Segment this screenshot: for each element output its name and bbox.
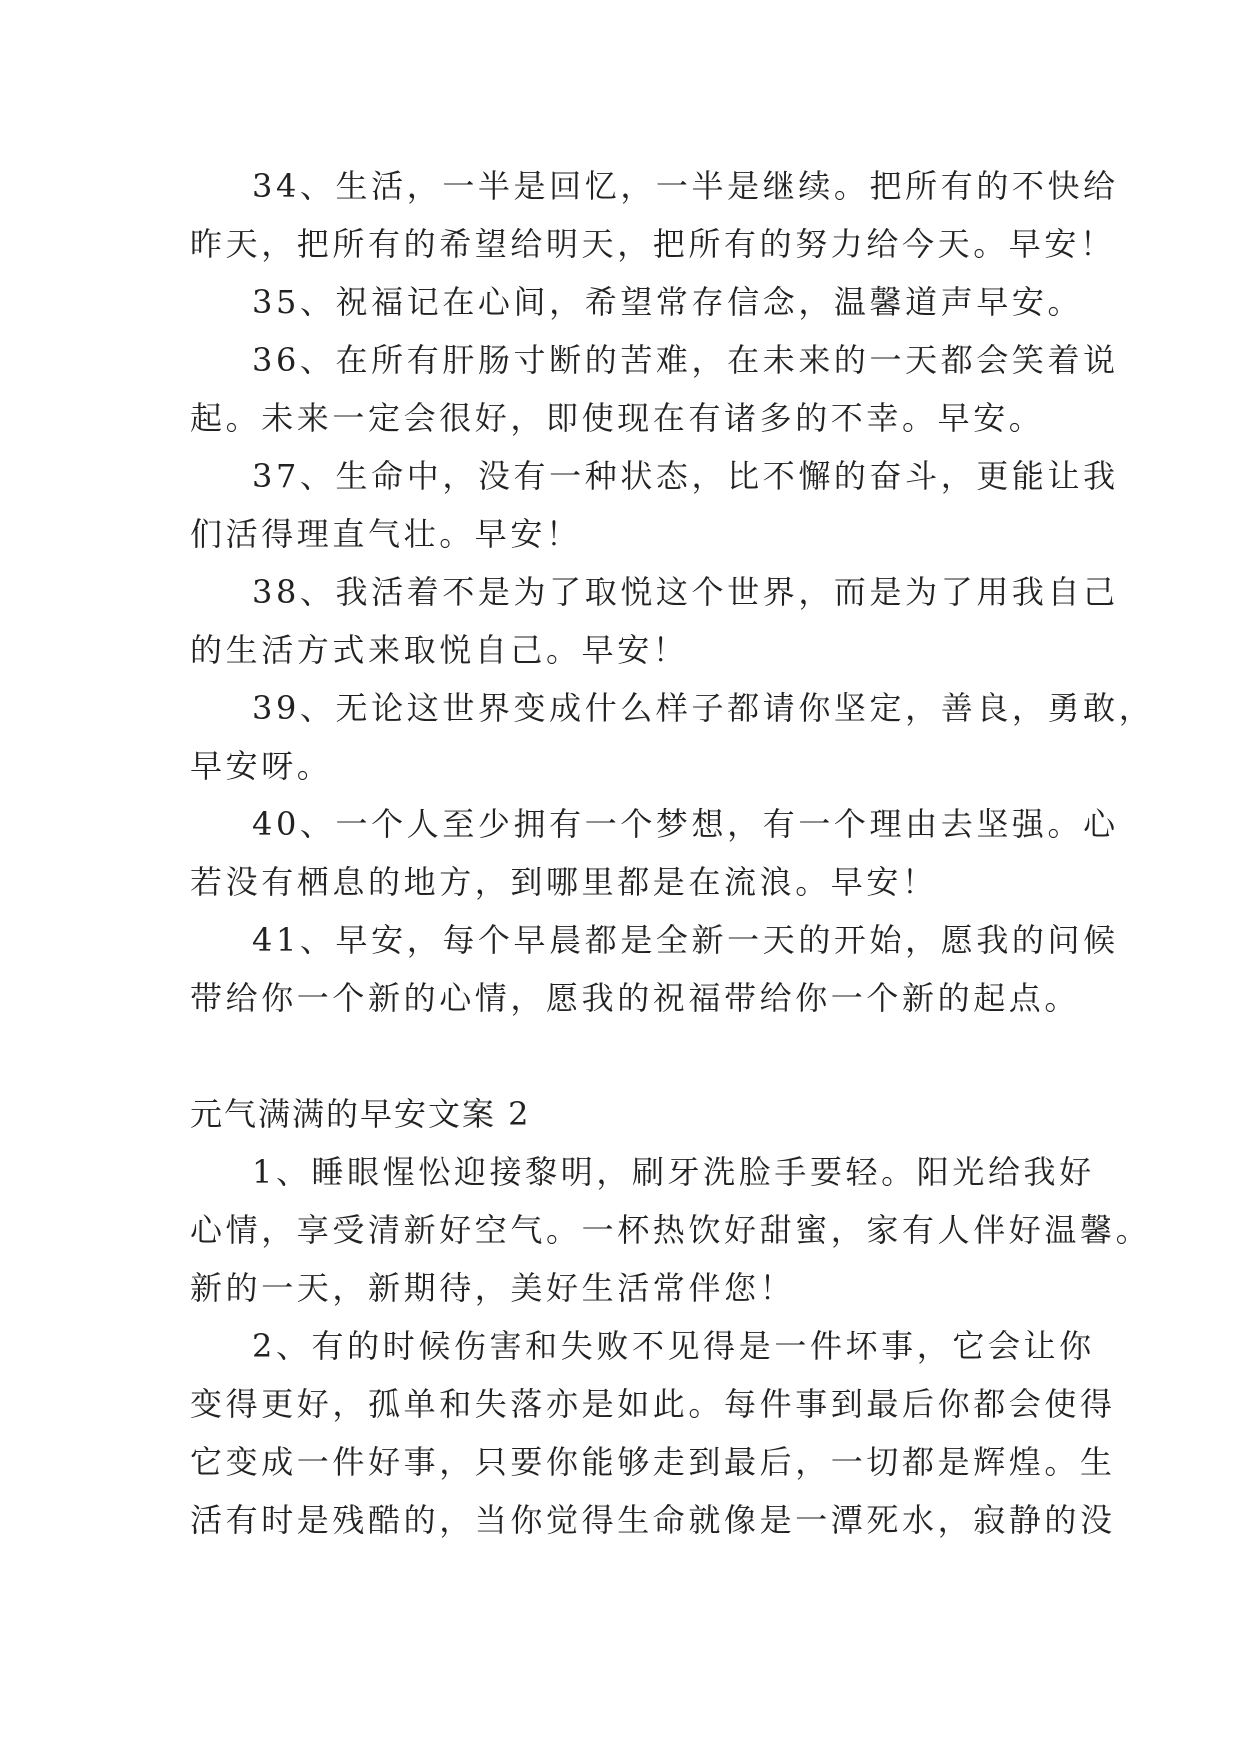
paragraph-line: 36、在所有肝肠寸断的苦难，在未来的一天都会笑着说 [252, 341, 1119, 379]
paragraph-line: 40、一个人至少拥有一个梦想，有一个理由去坚强。心 [252, 805, 1119, 843]
paragraph-line: 变得更好，孤单和失落亦是如此。每件事到最后你都会使得 [190, 1385, 1116, 1423]
paragraph-line: 心情，享受清新好空气。一杯热饮好甜蜜，家有人伴好温馨。 [190, 1211, 1152, 1249]
paragraph-line: 起。未来一定会很好，即使现在有诸多的不幸。早安。 [190, 399, 1045, 437]
paragraph-line: 的生活方式来取悦自己。早安！ [190, 631, 689, 669]
paragraph-line: 35、祝福记在心间，希望常存信念，温馨道声早安。 [252, 283, 1084, 321]
paragraph-line: 37、生命中，没有一种状态，比不懈的奋斗，更能让我 [252, 457, 1119, 495]
paragraph-line: 早安呀。 [190, 747, 333, 785]
paragraph-line: 若没有栖息的地方，到哪里都是在流浪。早安！ [190, 863, 938, 901]
paragraph-line: 39、无论这世界变成什么样子都请你坚定，善良，勇敢， [252, 689, 1155, 727]
paragraph-line: 34、生活，一半是回忆，一半是继续。把所有的不快给 [252, 167, 1119, 205]
paragraph-line: 活有时是残酷的，当你觉得生命就像是一潭死水，寂静的没 [190, 1501, 1116, 1539]
paragraph-line: 带给你一个新的心情，愿我的祝福带给你一个新的起点。 [190, 979, 1081, 1017]
paragraph-line: 38、我活着不是为了取悦这个世界，而是为了用我自己 [252, 573, 1119, 611]
paragraph-line: 2、有的时候伤害和失败不见得是一件坏事，它会让你 [252, 1327, 1095, 1365]
paragraph-line: 它变成一件好事，只要你能够走到最后，一切都是辉煌。生 [190, 1443, 1116, 1481]
paragraph-line: 昨天，把所有的希望给明天，把所有的努力给今天。早安！ [190, 225, 1116, 263]
paragraph-line: 们活得理直气壮。早安！ [190, 515, 582, 553]
paragraph-line: 新的一天，新期待，美好生活常伴您！ [190, 1269, 796, 1307]
section-title: 元气满满的早安文案 2 [190, 1095, 531, 1133]
paragraph-line: 1、睡眼惺忪迎接黎明，刷牙洗脸手要轻。阳光给我好 [252, 1153, 1095, 1191]
paragraph-line: 41、早安，每个早晨都是全新一天的开始，愿我的问候 [252, 921, 1119, 959]
